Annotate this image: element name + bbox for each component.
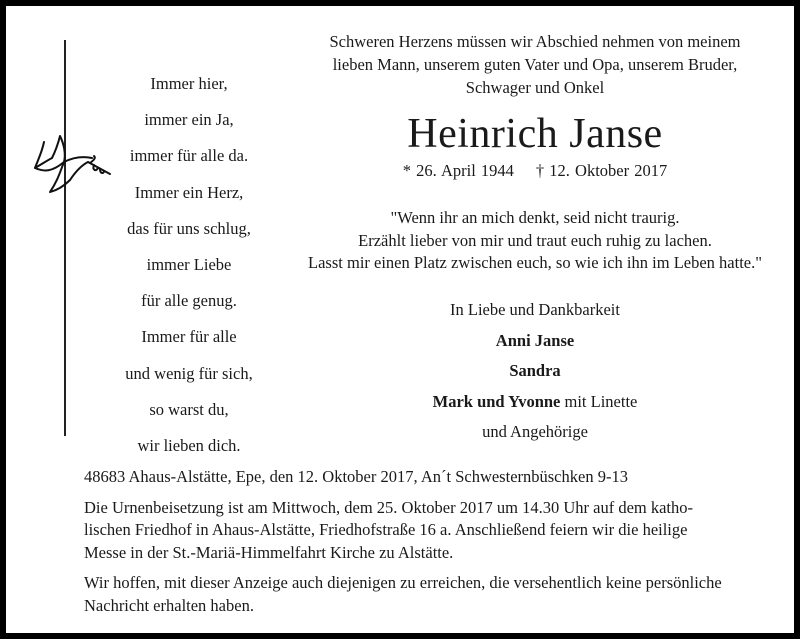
divider-line [64,40,66,436]
poem [84,66,294,464]
intro-line: lieben Mann, unserem guten Vater und Opa, unserem Bruder, [332,55,738,74]
closing-line: Nachricht erhalten haben. [84,595,254,615]
funeral-line: Messe in der St.-Mariä-Himmelfahrt Kirche zu Alstätte. [84,542,454,562]
death-date: † 12. Oktober 2017 [535,161,668,180]
funeral-info [84,497,784,565]
poem-line: immer Liebe [146,254,232,274]
closing-note [84,572,784,617]
quote [284,207,786,275]
quote-line: "Wenn ihr an mich denkt, seid nicht traurig. [390,208,680,227]
poem-line: so warst du, [149,399,229,419]
closing-line: Wir hoffen, mit dieser Anzeige auch diejenigen zu erreichen, die versehentlich keine persönliche [84,573,722,592]
birth-date: * 26. April 1944 [402,161,514,180]
poem-line: Immer hier, [150,74,228,93]
family-name: Sandra [509,361,561,380]
funeral-line: lischen Friedhof in Ahaus-Alstätte, Friedhofstraße 16 a. Anschließend feiern wir die heilige [84,520,688,539]
poem-line: Immer für alle [141,327,237,347]
poem-line: immer für alle da. [129,146,249,166]
family-signatures [290,295,780,448]
family-name: Mark und Yvonne [432,391,561,411]
quote-line: Erzählt lieber von mir und traut euch ruhig zu lachen. [358,230,712,250]
quote-line: Lasst mir einen Platz zwischen euch, so wie ich ihn im Leben hatte." [308,253,762,272]
poem-line: das für uns schlug, [127,218,251,238]
notice-details [84,466,784,625]
family-heading: In Liebe und Dankbarkeit [450,300,620,319]
deceased-name: Heinrich Janse [407,111,663,157]
intro-line: Schwager und Onkel [465,78,605,97]
intro-line: Schweren Herzens müssen wir Abschied nehmen von meinem [329,32,741,51]
family-relatives: und Angehörige [482,422,588,441]
address: 48683 Ahaus-Alstätte, Epe, den 12. Oktober 2017, An´t Schwesternbüschken 9-13 [84,467,628,486]
intro-text [290,30,780,99]
poem-line: für alle genug. [141,291,237,311]
funeral-line: Die Urnenbeisetzung ist am Mittwoch, dem 25. Oktober 2017 um 14.30 Uhr auf dem katho- [84,497,694,517]
poem-line: Immer ein Herz, [134,182,244,202]
family-name-suffix: mit Linette [560,391,638,411]
life-dates [290,160,780,182]
poem-line: wir lieben dich. [137,435,241,455]
poem-line: immer ein Ja, [144,110,234,130]
poem-line: und wenig für sich, [125,363,253,383]
family-name: Anni Janse [495,330,575,350]
